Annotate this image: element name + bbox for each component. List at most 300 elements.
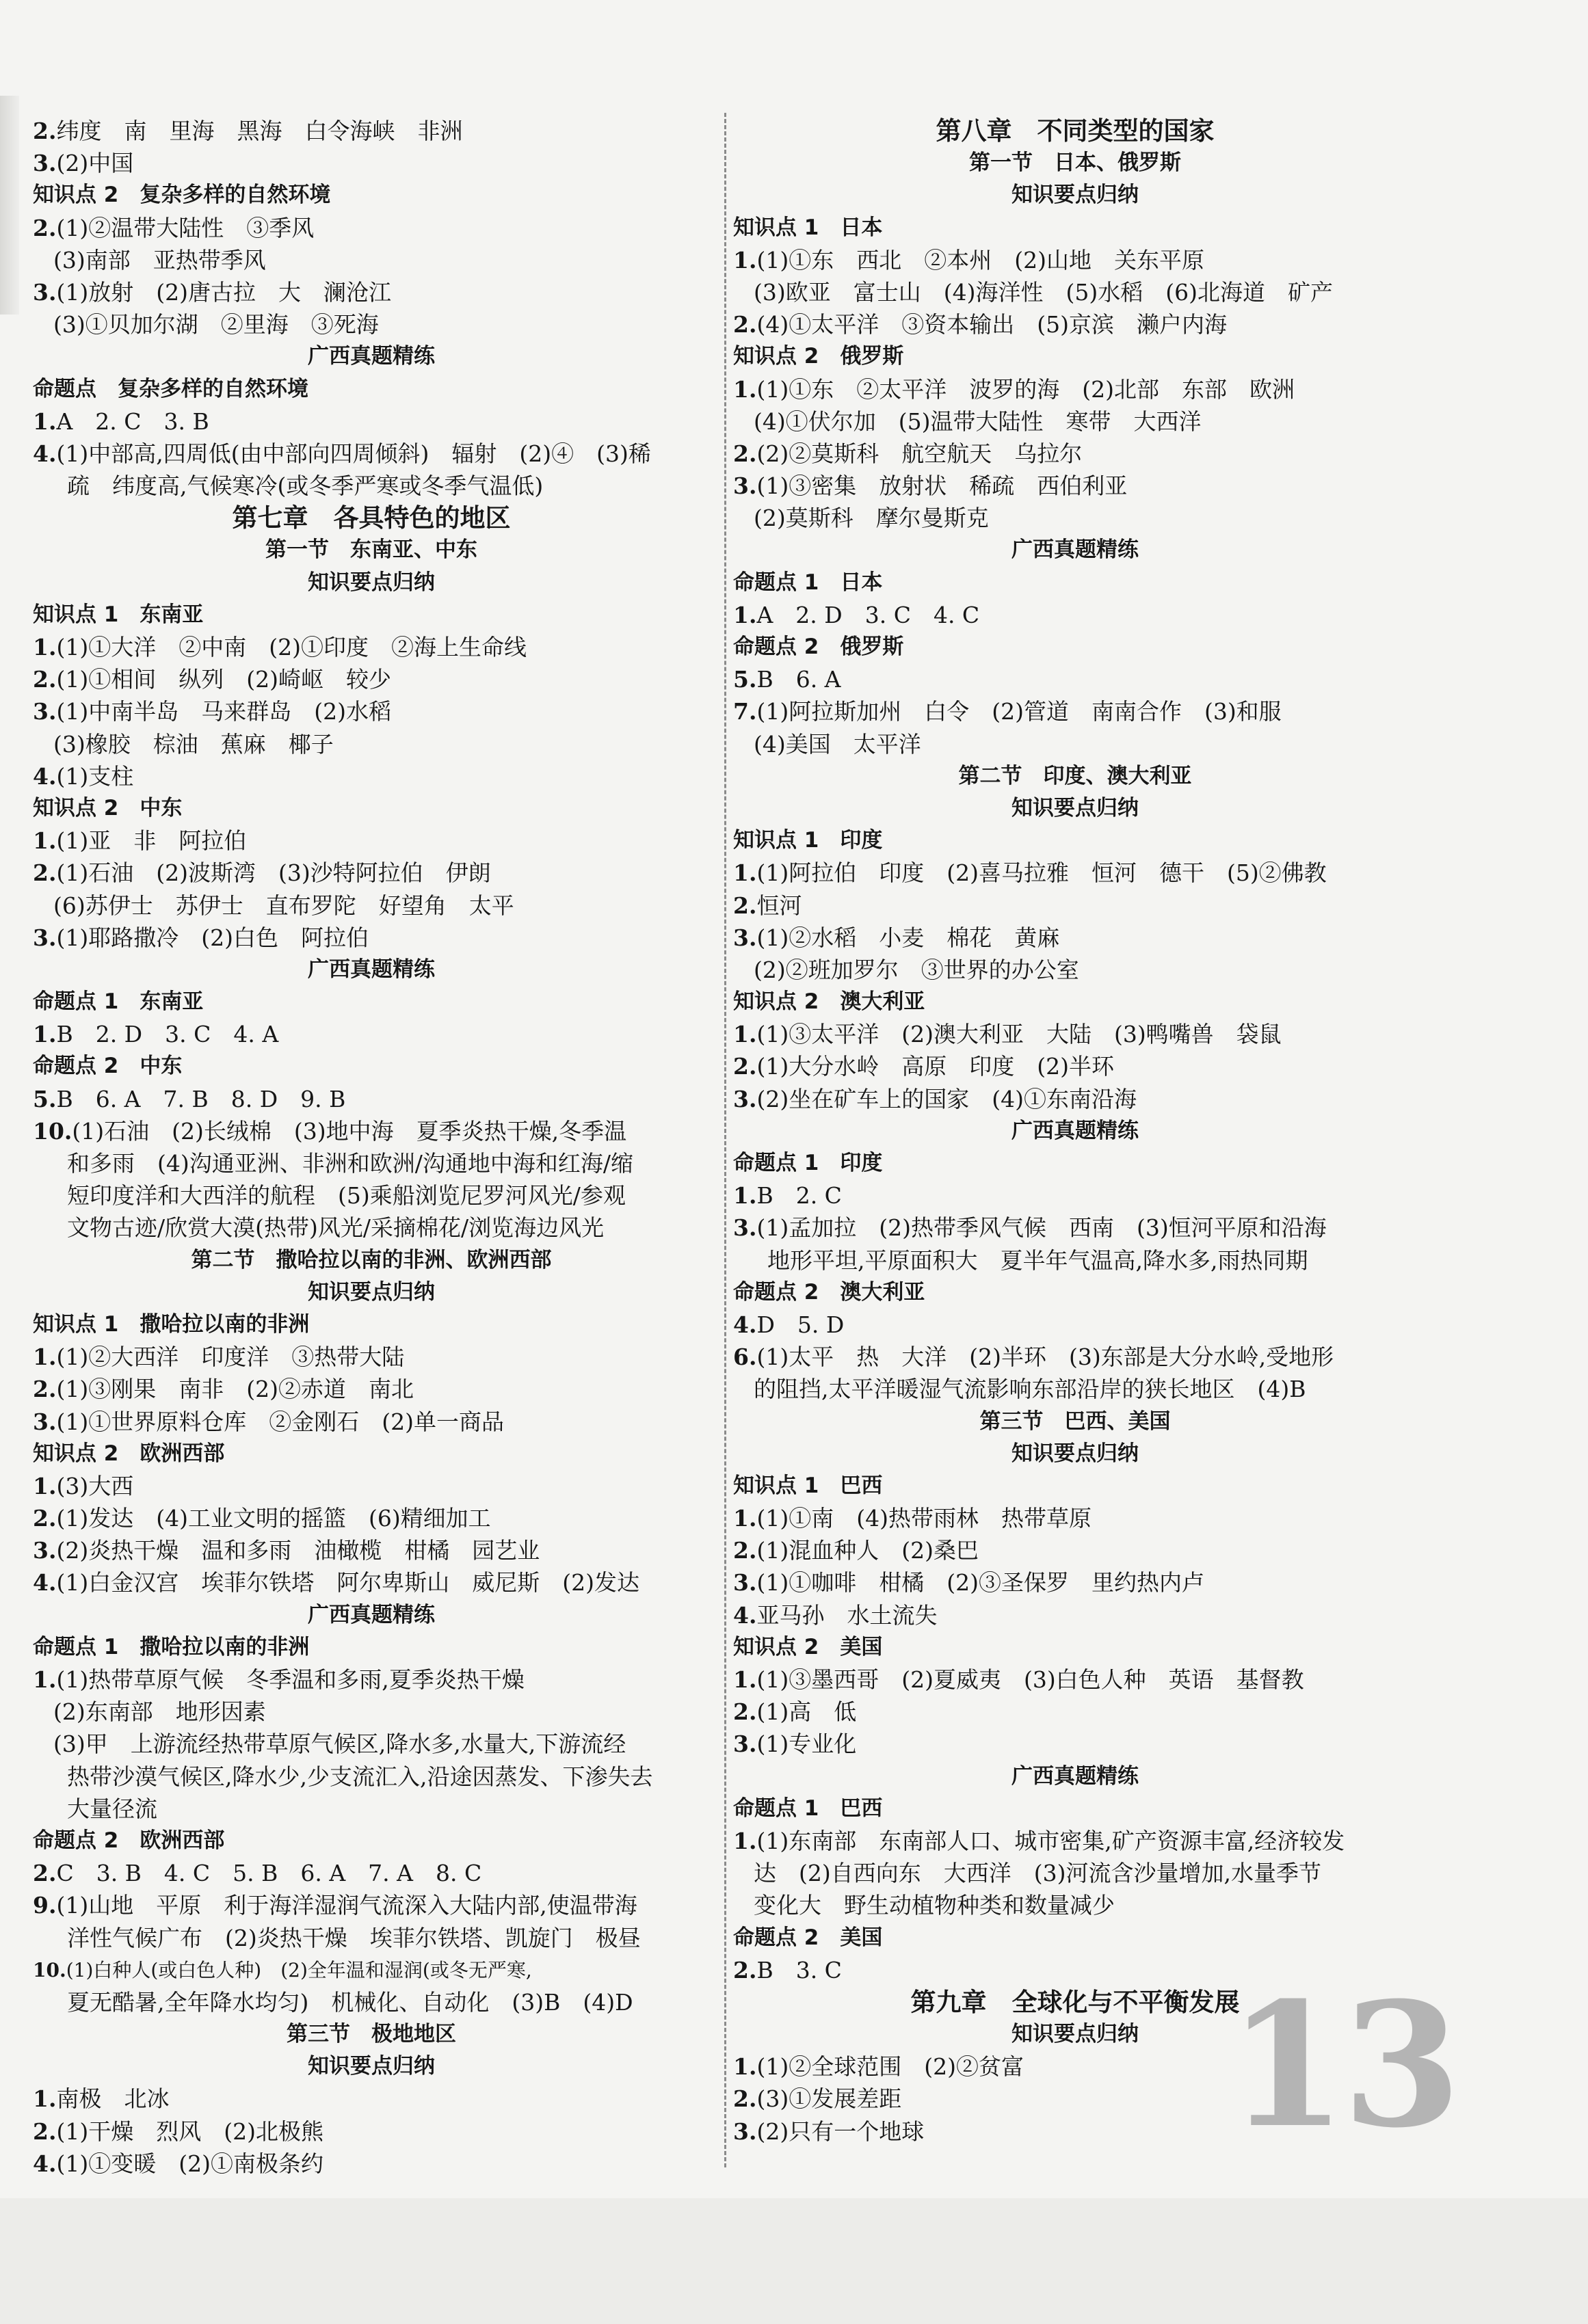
line-text: 知识点 2 欧洲西部 [33, 1441, 225, 1466]
line-text: 第七章 各具特色的地区 [232, 503, 511, 533]
answer-line [33, 276, 710, 308]
answer-continuation [33, 1793, 710, 1825]
section-heading [33, 986, 710, 1018]
line-text: 知识点 2 复杂多样的自然环境 [33, 183, 331, 208]
line-text: B 3. C [756, 1956, 842, 1984]
section-heading [33, 1825, 710, 1857]
question-number: 2. [733, 440, 757, 467]
question-number: 1. [733, 1021, 757, 1048]
chapter-title [733, 115, 1417, 147]
line-text: (1)①南 (4)热带雨林 热带草原 [756, 1505, 1091, 1532]
line-text: 第一节 日本、俄罗斯 [969, 150, 1181, 176]
answer-subline [33, 308, 710, 340]
answer-line [733, 1341, 1417, 1373]
subsection-title [733, 1761, 1417, 1793]
answer-subline [33, 1728, 710, 1760]
question-number: 4. [33, 762, 57, 790]
subsection-title [33, 954, 710, 986]
section-heading [33, 1309, 710, 1341]
answer-line [733, 1534, 1417, 1566]
line-text: 知识要点归纳 [308, 1279, 435, 1305]
answer-line [33, 1664, 710, 1696]
answer-subline [33, 244, 710, 276]
line-text: (1)热带草原气候 冬季温和多雨,夏季炎热干燥 [56, 1666, 525, 1693]
line-text: 广西真题精练 [1011, 537, 1139, 563]
question-number: 2. [733, 892, 757, 919]
answer-subline [733, 728, 1417, 760]
line-text: (1)耶路撒冷 (2)白色 阿拉伯 [56, 924, 369, 951]
answer-line [33, 1470, 710, 1502]
line-text: (2)坐在矿车上的国家 (4)①东南沿海 [756, 1085, 1137, 1112]
answer-line [733, 1309, 1417, 1341]
section-heading [733, 567, 1417, 599]
line-text: (2)只有一个地球 [756, 2118, 925, 2145]
question-number: 3. [33, 278, 57, 306]
answer-line [733, 308, 1417, 340]
answer-line [733, 890, 1417, 922]
question-number: 2. [33, 1376, 57, 1403]
line-text: 命题点 2 澳大利亚 [733, 1279, 925, 1305]
subsection-title [733, 1115, 1417, 1147]
question-number: 3. [733, 1569, 757, 1597]
line-text: (1)②温带大陆性 ③季风 [56, 214, 315, 241]
answer-line [33, 825, 710, 857]
question-number: 1. [733, 859, 757, 887]
line-text: (2)炎热干燥 温和多雨 油橄榄 柑橘 园艺业 [56, 1537, 540, 1564]
question-number: 3. [33, 1408, 57, 1435]
line-text: (1)①东 ②太平洋 波罗的海 (2)北部 东部 欧洲 [756, 375, 1295, 403]
subsection-title [33, 340, 710, 373]
answer-continuation [733, 1244, 1417, 1277]
question-number: 1. [733, 1827, 757, 1854]
answer-line [33, 663, 710, 695]
line-text: 变化大 野生动植物种类和数量减少 [754, 1892, 1115, 1919]
question-number: 1. [733, 375, 757, 403]
answer-line [33, 857, 710, 889]
line-text: (1)阿拉斯加州 白令 (2)管道 南南合作 (3)和服 [756, 698, 1282, 725]
line-text: (3)甲 上游流经热带草原气候区,降水多,水量大,下游流经 [53, 1731, 626, 1758]
section-heading [33, 1050, 710, 1082]
answer-subline [733, 405, 1417, 438]
line-text: 知识点 2 俄罗斯 [733, 344, 904, 369]
subsection-title [733, 760, 1417, 792]
line-text: (1)太平 热 大洋 (2)半环 (3)东部是大分水岭,受地形 [756, 1344, 1334, 1371]
line-text: D 5. D [756, 1311, 845, 1338]
line-text: 地形平坦,平原面积大 夏半年气温高,降水多,雨热同期 [767, 1246, 1308, 1274]
answer-line [733, 1502, 1417, 1534]
answer-line [733, 1664, 1417, 1696]
line-text: 广西真题精练 [1011, 1763, 1139, 1789]
question-number: 4. [33, 1569, 57, 1597]
answer-line [733, 1728, 1417, 1760]
answer-line [33, 1115, 710, 1147]
question-number: 3. [733, 1731, 757, 1758]
subsection-title [733, 792, 1417, 825]
line-text: 知识要点归纳 [1011, 2022, 1139, 2047]
question-number: 5. [33, 1085, 57, 1112]
section-heading [733, 212, 1417, 244]
line-text: B 6. A 7. B 8. D 9. B [56, 1085, 346, 1112]
answer-line [33, 1341, 710, 1373]
question-number: 10. [33, 1958, 66, 1981]
line-text: 和多雨 (4)沟通亚洲、非洲和欧洲/沟通地中海和红海/缩 [67, 1150, 633, 1177]
line-text: 命题点 2 欧洲西部 [33, 1828, 225, 1853]
question-number: 2. [33, 1860, 57, 1887]
line-text: 第二节 撒哈拉以南的非洲、欧洲西部 [191, 1247, 552, 1272]
answer-line [33, 1566, 710, 1599]
answer-line [33, 2083, 710, 2115]
line-text: (4)①太平洋 ③资本输出 (5)京滨 濑户内海 [756, 311, 1227, 338]
line-text: (1)①大洋 ②中南 (2)①印度 ②海上生命线 [56, 634, 527, 660]
line-text: (1)②水稻 小麦 棉花 黄麻 [756, 924, 1060, 951]
subsection-title [33, 567, 710, 599]
line-text: (1)亚 非 阿拉伯 [56, 827, 247, 855]
answer-continuation [33, 1922, 710, 1954]
answer-line [733, 1050, 1417, 1082]
line-text: (1)①咖啡 柑橘 (2)③圣保罗 里约热内卢 [756, 1569, 1204, 1597]
answer-line [733, 663, 1417, 695]
answer-line [33, 1018, 710, 1050]
section-heading [733, 631, 1417, 663]
section-heading [733, 1470, 1417, 1502]
answer-line [733, 1179, 1417, 1212]
section-heading [33, 792, 710, 825]
line-text: 知识要点归纳 [1011, 795, 1139, 820]
question-number: 3. [33, 698, 57, 725]
line-text: (1)东南部 东南部人口、城市密集,矿产资源丰富,经济较发 [756, 1827, 1345, 1854]
answer-continuation [33, 1212, 710, 1244]
line-text: (4)美国 太平洋 [754, 730, 921, 758]
line-text: (1)中部高,四周低(由中部向四周倾斜) 辐射 (2)④ (3)稀 [56, 440, 651, 467]
line-text: 知识点 2 中东 [33, 795, 183, 820]
line-text: 广西真题精练 [308, 344, 435, 369]
line-text: (1)③太平洋 (2)澳大利亚 大陆 (3)鸭嘴兽 袋鼠 [756, 1021, 1282, 1048]
answer-line [33, 1857, 710, 1889]
line-text: 命题点 1 撒哈拉以南的非洲 [33, 1634, 310, 1659]
section-heading [733, 1147, 1417, 1179]
question-number: 10. [33, 1117, 72, 1145]
line-text: 知识要点归纳 [308, 2054, 435, 2079]
line-text: (1)阿拉伯 印度 (2)喜马拉雅 恒河 德干 (5)②佛教 [756, 859, 1327, 887]
line-text: 第一节 东南亚、中东 [265, 537, 477, 563]
line-text: 知识点 1 日本 [733, 215, 883, 240]
line-text: 亚马孙 水土流失 [756, 1601, 938, 1629]
answer-line [33, 1889, 710, 1921]
line-text: 知识点 2 澳大利亚 [733, 989, 925, 1015]
line-text: (1)混血种人 (2)桑巴 [756, 1537, 979, 1564]
line-text: 知识要点归纳 [1011, 1441, 1139, 1466]
page-number: 13 [1228, 1964, 1457, 2165]
answer-line [733, 599, 1417, 631]
section-heading [733, 1922, 1417, 1954]
question-number: 1. [33, 408, 57, 435]
question-number: 7. [733, 698, 757, 725]
answer-continuation [33, 1986, 710, 2018]
line-text: 第三节 巴西、美国 [979, 1408, 1171, 1434]
answer-subline [733, 502, 1417, 534]
line-text: (1)白金汉宫 埃菲尔铁塔 阿尔卑斯山 威尼斯 (2)发达 [56, 1569, 639, 1597]
answer-line [733, 695, 1417, 727]
line-text: (2)②莫斯科 航空航天 乌拉尔 [756, 440, 1083, 467]
subsection-title [733, 147, 1417, 179]
question-number: 1. [733, 1505, 757, 1532]
answer-line [33, 405, 710, 438]
answer-line [733, 470, 1417, 502]
question-number: 1. [733, 1666, 757, 1693]
line-text: B 6. A [756, 666, 841, 693]
answer-line [733, 1599, 1417, 1631]
answer-line [33, 1083, 710, 1115]
question-number: 6. [733, 1344, 757, 1371]
right-column [733, 115, 1417, 2148]
answer-line [733, 1083, 1417, 1115]
answer-line [33, 115, 710, 147]
section-heading [33, 599, 710, 631]
answer-line [33, 212, 710, 244]
question-number: 2. [733, 2085, 757, 2113]
question-number: 1. [733, 2053, 757, 2081]
line-text: 命题点 1 东南亚 [33, 989, 204, 1015]
answer-line [33, 1534, 710, 1566]
line-text: 短印度洋和大西洋的航程 (5)乘船浏览尼罗河风光/参观 [67, 1182, 626, 1210]
line-text: 知识要点归纳 [308, 570, 435, 595]
line-text: (1)专业化 [756, 1731, 857, 1758]
question-number: 2. [33, 2118, 57, 2145]
line-text: (1)孟加拉 (2)热带季风气候 西南 (3)恒河平原和沿海 [756, 1214, 1327, 1242]
line-text: 夏无酷暑,全年降水均匀) 机械化、自动化 (3)B (4)D [67, 1988, 633, 2016]
section-heading [33, 373, 710, 405]
answer-subline [33, 728, 710, 760]
question-number: 2. [33, 666, 57, 693]
line-text: (3)①贝加尔湖 ②里海 ③死海 [53, 311, 379, 338]
answer-line [33, 438, 710, 470]
answer-continuation [33, 1179, 710, 1212]
line-text: (1)①相间 纵列 (2)崎岖 较少 [56, 666, 391, 693]
line-text: 达 (2)自西向东 大西洋 (3)河流含沙量增加,水量季节 [754, 1860, 1321, 1887]
question-number: 1. [33, 1344, 57, 1371]
answer-line [733, 857, 1417, 889]
answer-line [33, 1406, 710, 1438]
line-text: (1)中南半岛 马来群岛 (2)水稻 [56, 698, 391, 725]
line-text: 知识点 2 美国 [733, 1634, 883, 1659]
question-number: 5. [733, 666, 757, 693]
question-number: 3. [733, 2118, 757, 2145]
line-text: 洋性气候广布 (2)炎热干燥 埃菲尔铁塔、凯旋门 极昼 [67, 1924, 641, 1951]
subsection-title [733, 179, 1417, 211]
line-text: (1)③密集 放射状 稀疏 西伯利亚 [756, 472, 1128, 500]
line-text: (4)①伏尔加 (5)温带大陆性 寒带 大西洋 [754, 408, 1202, 435]
question-number: 1. [733, 601, 757, 628]
line-text: (1)①变暖 (2)①南极条约 [56, 2150, 323, 2177]
line-text: (1)石油 (2)长绒棉 (3)地中海 夏季炎热干燥,冬季温 [72, 1117, 627, 1145]
line-text: 第九章 全球化与不平衡发展 [910, 1987, 1240, 2017]
line-text: 恒河 [756, 892, 802, 919]
subsection-title [33, 534, 710, 566]
answer-line [33, 760, 710, 792]
answer-line [733, 1212, 1417, 1244]
answer-subline [733, 1889, 1417, 1921]
section-heading [733, 825, 1417, 857]
line-text: 疏 纬度高,气候寒冷(或冬季严寒或冬季气温低) [67, 472, 544, 500]
line-text: (1)高 低 [756, 1698, 857, 1726]
question-number: 2. [733, 1053, 757, 1080]
section-heading [733, 340, 1417, 373]
question-number: 2. [33, 118, 57, 144]
question-number: 3. [33, 924, 57, 951]
answer-line [733, 1018, 1417, 1050]
line-text: 命题点 2 俄罗斯 [733, 635, 904, 659]
section-heading [733, 1631, 1417, 1664]
line-text: 知识点 1 撒哈拉以南的非洲 [33, 1311, 310, 1337]
column-divider [724, 113, 726, 2167]
question-number: 1. [33, 1021, 57, 1048]
footer-margin [0, 2198, 1588, 2324]
subsection-title [733, 1438, 1417, 1470]
subsection-title [733, 534, 1417, 566]
answer-line [33, 1954, 710, 1986]
line-text: (1)白种人(或白色人种) (2)全年温和湿润(或冬无严寒, [66, 1958, 532, 1981]
question-number: 3. [733, 1085, 757, 1112]
question-number: 9. [33, 1892, 57, 1919]
line-text: (1)②大西洋 印度洋 ③热带大陆 [56, 1344, 405, 1371]
line-text: (1)山地 平原 利于海洋湿润气流深入大陆内部,使温带海 [56, 1892, 637, 1919]
answer-line [33, 2115, 710, 2148]
line-text: (1)①东 西北 ②本州 (2)山地 关东平原 [756, 246, 1204, 273]
subsection-title [733, 1406, 1417, 1438]
section-heading [33, 1631, 710, 1664]
answer-subline [33, 890, 710, 922]
line-text: 命题点 2 中东 [33, 1054, 183, 1079]
answer-line [733, 922, 1417, 954]
line-text: 南极 北冰 [56, 2085, 170, 2113]
answer-line [33, 631, 710, 663]
line-text: B 2. C [756, 1182, 842, 1210]
answer-continuation [33, 1147, 710, 1179]
question-number: 4. [733, 1601, 757, 1629]
line-text: (2)中国 [56, 150, 134, 177]
question-number: 3. [33, 1537, 57, 1564]
answer-line [33, 922, 710, 954]
section-heading [33, 1438, 710, 1470]
answer-line [733, 1825, 1417, 1857]
line-text: 知识要点归纳 [1011, 183, 1139, 208]
line-text: (1)大分水岭 高原 印度 (2)半环 [756, 1053, 1114, 1080]
question-number: 3. [733, 924, 757, 951]
line-text: 知识点 1 印度 [733, 828, 883, 853]
answer-subline [733, 1373, 1417, 1405]
subsection-title [33, 2051, 710, 2083]
question-number: 2. [733, 1537, 757, 1564]
question-number: 3. [733, 472, 757, 500]
section-heading [733, 1277, 1417, 1309]
line-text: 文物古迹/欣赏大漠(热带)风光/采摘棉花/浏览海边风光 [67, 1214, 605, 1242]
question-number: 4. [733, 1311, 757, 1338]
question-number: 1. [33, 634, 57, 660]
line-text: 命题点 1 印度 [733, 1151, 883, 1175]
line-text: 热带沙漠气候区,降水少,少支流汇入,沿途因蒸发、下渗失去 [67, 1763, 653, 1790]
line-text: 第三节 极地地区 [287, 2022, 456, 2047]
question-number: 2. [733, 1698, 757, 1726]
answer-line [33, 695, 710, 727]
question-number: 2. [733, 311, 757, 338]
question-number: 4. [33, 2150, 57, 2177]
answer-continuation [33, 470, 710, 502]
line-text: 命题点 1 日本 [733, 570, 883, 595]
line-text: 命题点 1 巴西 [733, 1795, 883, 1821]
line-text: (1)②全球范围 (2)②贫富 [756, 2053, 1024, 2081]
line-text: (2)②班加罗尔 ③世界的办公室 [754, 956, 1079, 983]
answer-line [733, 1696, 1417, 1728]
line-text: A 2. C 3. B [56, 408, 209, 435]
question-number: 2. [33, 214, 57, 241]
question-number: 1. [733, 1182, 757, 1210]
line-text: (1)①世界原料仓库 ②金刚石 (2)单一商品 [56, 1408, 504, 1435]
question-number: 1. [33, 1666, 57, 1693]
subsection-title [33, 1599, 710, 1631]
line-text: 广西真题精练 [1011, 1118, 1139, 1143]
line-text: 第八章 不同类型的国家 [936, 116, 1215, 146]
line-text: A 2. D 3. C 4. C [756, 601, 980, 628]
answer-line [33, 147, 710, 179]
line-text: 广西真题精练 [308, 1602, 435, 1627]
subsection-title [33, 1277, 710, 1309]
question-number: 1. [33, 2085, 57, 2113]
section-heading [33, 179, 710, 211]
question-number: 3. [33, 150, 57, 177]
subsection-title [33, 2018, 710, 2051]
line-text: (1)放射 (2)唐古拉 大 澜沧江 [56, 278, 391, 306]
page-edge-shadow [0, 96, 19, 315]
line-text: (1)③刚果 南非 (2)②赤道 南北 [56, 1376, 414, 1403]
line-text: C 3. B 4. C 5. B 6. A 7. A 8. C [56, 1860, 482, 1887]
line-text: 纬度 南 里海 黑海 白令海峡 非洲 [56, 118, 463, 144]
line-text: (2)东南部 地形因素 [53, 1698, 266, 1726]
section-heading [733, 986, 1417, 1018]
answer-line [733, 1566, 1417, 1599]
line-text: 知识点 1 巴西 [733, 1473, 883, 1498]
answer-line [33, 1502, 710, 1534]
answer-subline [733, 1857, 1417, 1889]
answer-continuation [33, 1761, 710, 1793]
question-number: 1. [33, 827, 57, 855]
line-text: (1)发达 (4)工业文明的摇篮 (6)精细加工 [56, 1505, 491, 1532]
question-number: 2. [33, 1505, 57, 1532]
line-text: (1)干燥 烈风 (2)北极熊 [56, 2118, 323, 2145]
line-text: (3)欧亚 富士山 (4)海洋性 (5)水稻 (6)北海道 矿产 [754, 278, 1333, 306]
answer-line [33, 1373, 710, 1405]
question-number: 1. [33, 1472, 57, 1499]
question-number: 4. [33, 440, 57, 467]
left-column [33, 115, 710, 2180]
section-heading [733, 1793, 1417, 1825]
question-number: 3. [733, 1214, 757, 1242]
line-text: (1)支柱 [56, 762, 134, 790]
chapter-title [33, 502, 710, 534]
line-text: (6)苏伊士 苏伊士 直布罗陀 好望角 太平 [53, 892, 514, 919]
answer-line [733, 373, 1417, 405]
line-text: B 2. D 3. C 4. A [56, 1021, 279, 1048]
line-text: (3)橡胶 棕油 蕉麻 椰子 [53, 730, 334, 758]
line-text: 命题点 复杂多样的自然环境 [33, 376, 308, 401]
line-text: 第二节 印度、澳大利亚 [958, 763, 1192, 788]
line-text: (1)石油 (2)波斯湾 (3)沙特阿拉伯 伊朗 [56, 859, 491, 887]
answer-subline [733, 276, 1417, 308]
question-number: 1. [733, 246, 757, 273]
question-number: 2. [33, 859, 57, 887]
line-text: (2)莫斯科 摩尔曼斯克 [754, 505, 989, 532]
line-text: (3)①发展差距 [756, 2085, 902, 2113]
line-text: 知识点 1 东南亚 [33, 602, 204, 627]
